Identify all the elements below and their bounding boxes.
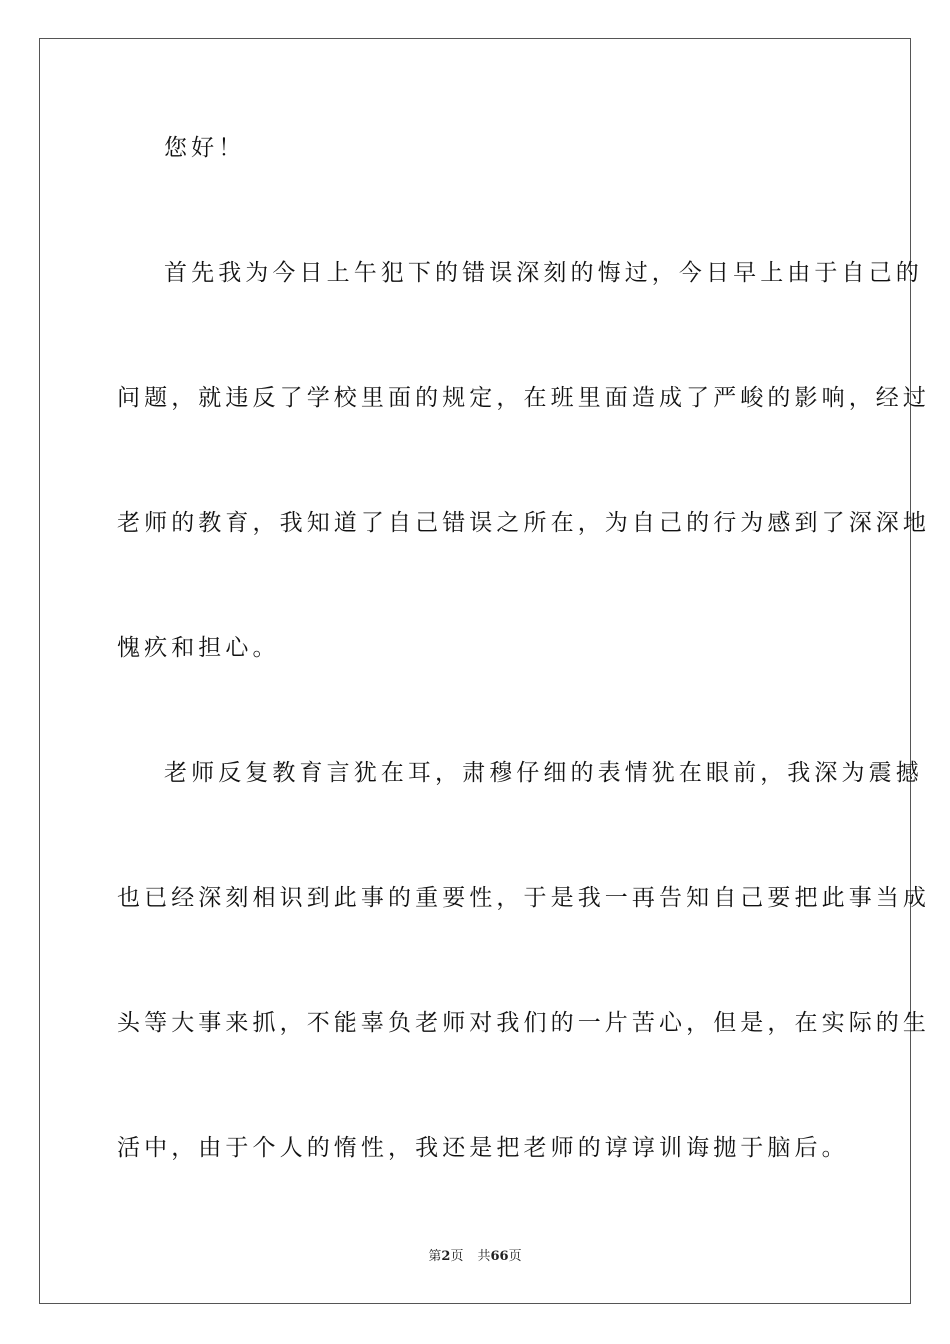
page-number: 2: [441, 1249, 451, 1264]
paragraph-line: 头等大事来抓，不能辜负老师对我们的一片苦心，但是，在实际的生: [117, 1010, 930, 1036]
page-border: [39, 38, 930, 1304]
paragraph-line: 愧疚和担心。: [117, 635, 280, 661]
page-suffix: 页: [450, 1249, 464, 1264]
total-pages: 66: [490, 1249, 509, 1264]
page-prefix: 第: [428, 1249, 442, 1264]
total-prefix: 共: [477, 1249, 491, 1264]
paragraph-line: 活中，由于个人的惰性，我还是把老师的谆谆训诲抛于脑后。: [117, 1135, 849, 1161]
greeting: 您好！: [164, 135, 246, 161]
paragraph-line: 也已经深刻相识到此事的重要性，于是我一再告知自己要把此事当成: [117, 885, 930, 911]
total-suffix: 页: [508, 1249, 522, 1264]
paragraph-line: 老师反复教育言犹在耳，肃穆仔细的表情犹在眼前，我深为震撼: [164, 760, 923, 786]
paragraph-line: 问题，就违反了学校里面的规定，在班里面造成了严峻的影响，经过: [117, 385, 930, 411]
paragraph-line: 老师的教育，我知道了自己错误之所在，为自己的行为感到了深深地: [117, 510, 930, 536]
page-footer: [0, 1248, 950, 1266]
paragraph-line: 首先我为今日上午犯下的错误深刻的悔过，今日早上由于自己的: [164, 260, 923, 286]
